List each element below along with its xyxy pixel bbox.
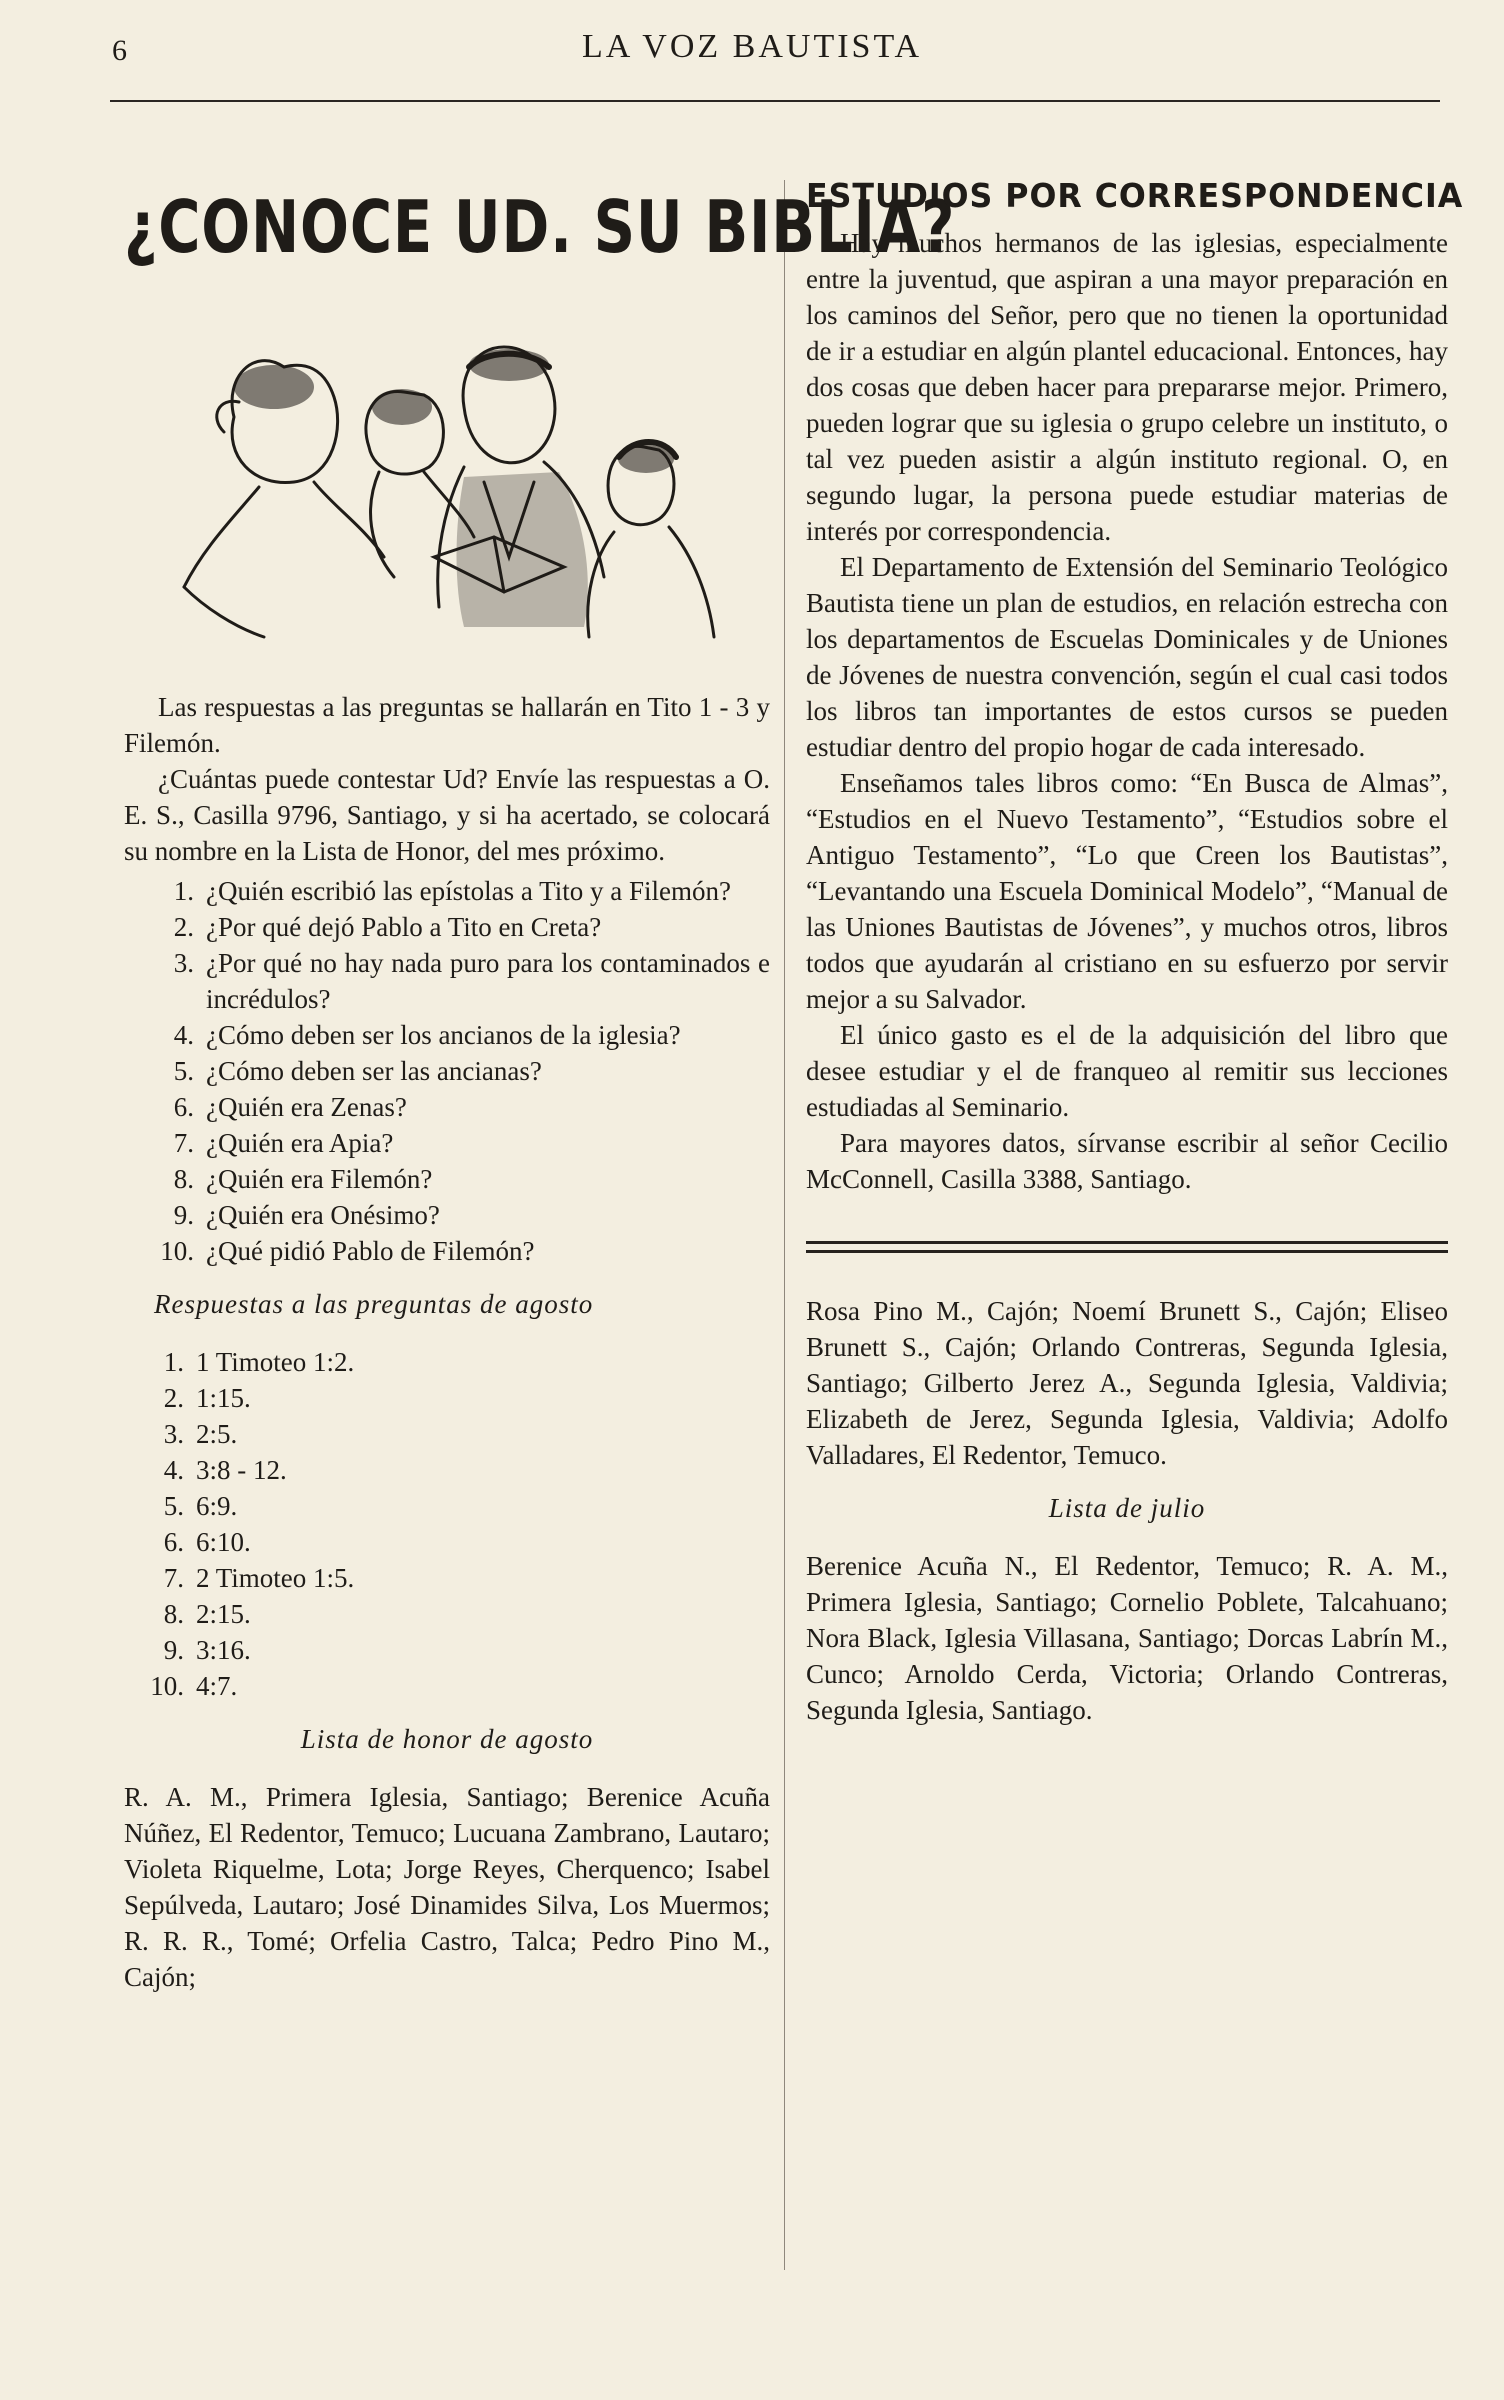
answers-heading: Respuestas a las preguntas de agosto bbox=[154, 1289, 594, 1320]
honor-july-list: Berenice Acuña N., El Redentor, Temuco; R. A. M., Primera Iglesia, Santiago; Cornelio Poblete, Talcahuano; Nora Black, Iglesia Villasana, Santiago; Dorcas Labrín M., Cunco; Arnoldo Cerda, Victoria; Orlando Contreras, Segunda Iglesia, Santiago. bbox=[806, 1551, 1448, 1725]
question-list bbox=[124, 873, 770, 1269]
list-item: 7. ¿Quién era Apia? bbox=[173, 1128, 394, 1159]
list-item: 10. ¿Qué pidió Pablo de Filemón? bbox=[160, 1236, 535, 1267]
list-item: 9. 3:16. bbox=[163, 1635, 251, 1666]
list-item: 1. ¿Quién escribió las epístolas a Tito y a Filemón? bbox=[173, 876, 731, 907]
header-rule bbox=[110, 100, 1440, 102]
correspondence-paragraph-3: Enseñamos tales libros como: “En Busca de Almas”, “Estudios en el Nuevo Testamento”, “Estudios sobre el Antiguo Testamento”, “Lo que Creen los Bautistas”, “Levantando una Escuela Dominical Modelo”, “Manual de las Uniones Bautistas de Jóvenes”, y muchos otros, libros todos que ayudarán al cristiano en su esfuerzo por servir mejor a su Salvador. bbox=[806, 768, 1448, 1014]
column-divider bbox=[784, 180, 785, 2270]
list-item: 4. 3:8 - 12. bbox=[163, 1455, 287, 1486]
honor-august-list: R. A. M., Primera Iglesia, Santiago; Berenice Acuña Núñez, El Redentor, Temuco; Lucuana Zambrano, Lautaro; Violeta Riquelme, Lota; Jorge Reyes, Cherquenco; Isabel Sepúlveda, Lautaro; José Dinamides Silva, Los Muermos; R. R. R., Tomé; Orfelia Castro, Talca; Pedro Pino M., Cajón; bbox=[124, 1782, 770, 1993]
list-item: 7. 2 Timoteo 1:5. bbox=[163, 1563, 355, 1594]
list-item: 8. ¿Quién era Filemón? bbox=[173, 1164, 433, 1195]
honor-july-heading: Lista de julio bbox=[1048, 1493, 1206, 1523]
family-reading-illustration bbox=[164, 307, 744, 667]
honor-list-continued: Rosa Pino M., Cajón; Noemí Brunett S., Cajón; Eliseo Brunett S., Cajón; Orlando Contreras, Segunda Iglesia, Santiago; Gilberto Jerez A., Segunda Iglesia, Valdivia; Elizabeth de Jerez, Segunda Iglesia, Valdivia; Adolfo Valladares, El Redentor, Temuco. bbox=[806, 1296, 1448, 1470]
list-item: 4. ¿Cómo deben ser los ancianos de la iglesia? bbox=[173, 1020, 681, 1051]
list-item: 10. 4:7. bbox=[150, 1671, 238, 1702]
quiz-intro-2: ¿Cuántas puede contestar Ud? Envíe las respuestas a O. E. S., Casilla 9796, Santiago, y si ha acertado, se colocará su nombre en la Lista de Honor, del mes próximo. bbox=[124, 764, 770, 867]
quiz-intro-1: Las respuestas a las preguntas se hallarán en Tito 1 - 3 y Filemón. bbox=[124, 692, 770, 759]
list-item: 3. ¿Por qué no hay nada puro para los contaminados e incrédulos? bbox=[173, 948, 770, 1015]
list-item: 6. 6:10. bbox=[163, 1527, 251, 1558]
section-divider bbox=[806, 1241, 1448, 1253]
list-item: 2. ¿Por qué dejó Pablo a Tito en Creta? bbox=[173, 912, 602, 943]
correspondence-title: ESTUDIOS POR CORRESPONDENCIA bbox=[806, 176, 1464, 215]
quiz-column bbox=[124, 140, 956, 1995]
list-item: 9. ¿Quién era Onésimo? bbox=[173, 1200, 440, 1231]
list-item: 3. 2:5. bbox=[163, 1419, 238, 1450]
page-number: 6 bbox=[112, 34, 127, 67]
list-item: 2. 1:15. bbox=[163, 1383, 251, 1414]
running-title: LA VOZ BAUTISTA bbox=[581, 28, 923, 65]
list-item: 5. 6:9. bbox=[163, 1491, 238, 1522]
answer-list bbox=[124, 1344, 770, 1704]
correspondence-paragraph-1: Hay muchos hermanos de las iglesias, especialmente entre la juventud, que aspiran a una mayor preparación en los caminos del Señor, pero que no tienen la oportunidad de ir a estudiar en algún plantel educacional. Entonces, hay dos cosas que deben hacer para prepararse mejor. Primero, pueden lograr que su iglesia o grupo celebre un instituto, o tal vez pueden asistir a algún instituto regional. O, en segundo lugar, la persona puede estudiar materias de interés por correspondencia. bbox=[806, 228, 1448, 546]
correspondence-paragraph-5: Para mayores datos, sírvanse escribir al señor Cecilio McConnell, Casilla 3388, Santiago. bbox=[806, 1128, 1448, 1194]
correspondence-paragraph-2: El Departamento de Extensión del Seminario Teológico Bautista tiene un plan de estudios, en relación estrecha con los departamentos de Escuelas Dominicales y de Uniones de Jóvenes de nuestra convención, según el cual casi todos los libros tan importantes de estos cursos se pueden estudiar dentro del propio hogar de cada interesado. bbox=[806, 552, 1448, 762]
list-item: 5. ¿Cómo deben ser las ancianas? bbox=[173, 1056, 542, 1087]
quiz-title: ¿CONOCE UD. SU BIBLIA? bbox=[124, 185, 956, 269]
list-item: 6. ¿Quién era Zenas? bbox=[173, 1092, 407, 1123]
correspondence-paragraph-4: El único gasto es el de la adquisición del libro que desee estudiar y el de franqueo al remitir sus lecciones estudiadas al Seminario. bbox=[806, 1020, 1448, 1122]
honor-august-heading: Lista de honor de agosto bbox=[300, 1724, 594, 1755]
list-item: 8. 2:15. bbox=[163, 1599, 251, 1630]
correspondence-column bbox=[806, 170, 1464, 1728]
list-item: 1. 1 Timoteo 1:2. bbox=[163, 1347, 355, 1378]
